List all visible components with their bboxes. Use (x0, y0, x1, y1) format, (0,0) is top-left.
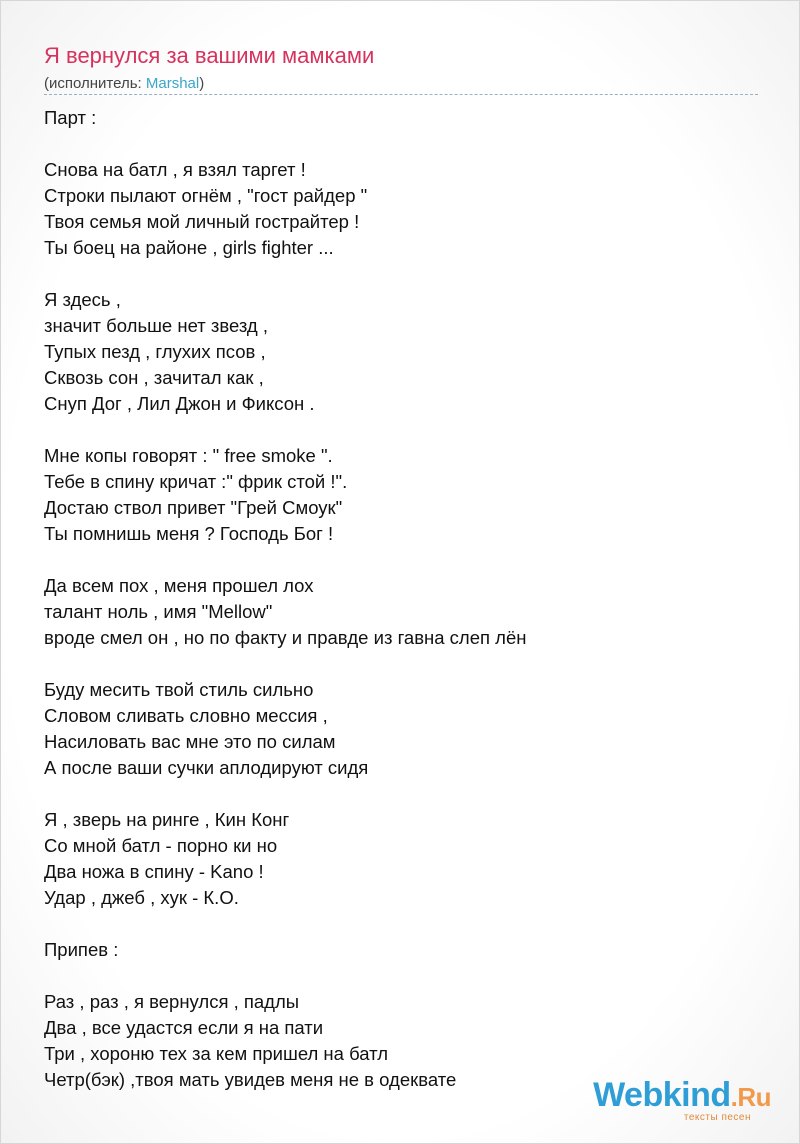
lyric-blank-line (44, 547, 764, 573)
lyric-line: Раз , раз , я вернулся , падлы (44, 991, 300, 1012)
lyric-line: Я , зверь на ринге , Кин Конг (44, 809, 290, 830)
lyric-line: Со мной батл - порно ки но (44, 835, 278, 856)
lyric-line: Ты боец на районе , girls fighter ... (44, 237, 334, 258)
lyric-blank-line (44, 781, 764, 807)
artist-link[interactable]: Marshal (145, 75, 200, 92)
lyric-line: Припев : (44, 939, 119, 960)
lyric-blank-line (44, 911, 764, 937)
lyric-line: Снуп Дог , Лил Джон и Фиксон . (44, 393, 315, 414)
lyric-line: вроде смел он , но по факту и правде из гавна слеп лён (44, 627, 527, 648)
lyric-line: Два , все удастся если я на пати (44, 1017, 324, 1038)
lyric-line: Четр(бэк) ,твоя мать увидев меня не в одеквате (44, 1069, 457, 1090)
logo-tagline: тексты песен (683, 1112, 751, 1123)
lyric-line: Буду месить твой стиль сильно (44, 679, 314, 700)
lyric-line: Я здесь , (44, 289, 121, 310)
lyric-line: Мне копы говорят : " free smoke ". (44, 445, 333, 466)
lyric-line: Два ножа в спину - Kano ! (44, 861, 264, 882)
lyric-line: Сквозь сон , зачитал как , (44, 367, 264, 388)
lyric-blank-line (44, 417, 764, 443)
logo-wordmark (593, 1078, 771, 1114)
lyric-line: Снова на батл , я взял таргет ! (44, 159, 306, 180)
song-title: Я вернулся за вашими мамками (44, 43, 375, 68)
lyrics-body (44, 105, 764, 1093)
lyric-blank-line (44, 651, 764, 677)
lyric-line: талант ноль , имя "Mellow" (44, 601, 273, 622)
lyric-line: Достаю ствол привет "Грей Смоук" (44, 497, 343, 518)
lyric-blank-line (44, 261, 764, 287)
lyric-line: А после ваши сучки аплодируют сидя (44, 757, 369, 778)
artist-prefix: (исполнитель: (44, 75, 146, 92)
lyric-line: Да всем пох , меня прошел лох (44, 575, 314, 596)
logo-main-text: Webkind (593, 1076, 731, 1114)
lyric-line: Три , хороню тех за кем пришел на батл (44, 1043, 388, 1064)
lyric-line: Парт : (44, 107, 97, 128)
lyric-line: Словом сливать словно мессия , (44, 705, 328, 726)
lyric-line: Твоя семья мой личный гострайтер ! (44, 211, 360, 232)
lyric-line: Тебе в спину кричат :" фрик стой !". (44, 471, 348, 492)
artist-suffix: ) (199, 75, 205, 92)
lyric-blank-line (44, 131, 764, 157)
lyric-line: Насиловать вас мне это по силам (44, 731, 336, 752)
divider (44, 94, 758, 95)
logo-tld: .Ru (730, 1082, 771, 1112)
lyric-line: Ты помнишь меня ? Господь Бог ! (44, 523, 334, 544)
lyric-line: Тупых пезд , глухих псов , (44, 341, 266, 362)
lyric-blank-line (44, 963, 764, 989)
site-logo[interactable] (593, 1078, 771, 1123)
lyric-line: значит больше нет звезд , (44, 315, 268, 336)
lyric-line: Строки пылают огнём , "гост райдер " (44, 185, 368, 206)
artist-line (44, 75, 204, 92)
lyric-line: Удар , джеб , хук - К.О. (44, 887, 239, 908)
